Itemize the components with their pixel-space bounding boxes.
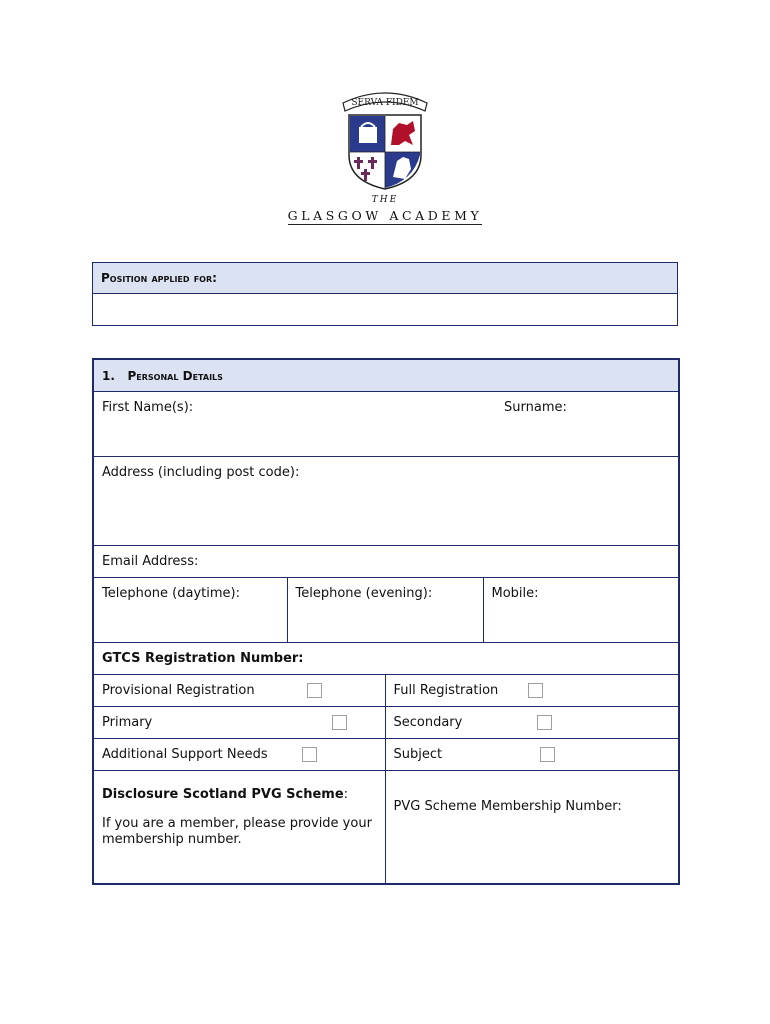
subject-checkbox[interactable]: [540, 747, 555, 762]
gtcs-field[interactable]: [93, 643, 679, 675]
address-field[interactable]: [93, 457, 679, 546]
secondary-label: Secondary: [393, 715, 463, 730]
position-field[interactable]: [93, 294, 678, 326]
full-registration-cell: [385, 675, 679, 707]
telephone-daytime-label: Telephone (daytime):: [102, 586, 240, 601]
email-label: Email Address:: [102, 554, 199, 569]
asn-cell: [93, 739, 385, 771]
personal-details-table: [92, 358, 680, 885]
name-row[interactable]: [93, 392, 679, 457]
section-number: 1.: [102, 368, 115, 383]
gtcs-label: GTCS Registration Number:: [102, 651, 304, 666]
provisional-registration-label: Provisional Registration: [102, 683, 255, 698]
first-name-label: First Name(s):: [102, 400, 194, 415]
full-registration-checkbox[interactable]: [528, 683, 543, 698]
asn-label: Additional Support Needs: [102, 747, 268, 762]
school-name: GLASGOW ACADEMY: [287, 208, 483, 223]
mobile-field[interactable]: [483, 578, 679, 643]
logo-the: THE: [371, 195, 399, 205]
primary-cell: [93, 707, 385, 739]
school-logo: [285, 85, 485, 227]
surname-label: Surname:: [504, 400, 567, 415]
pvg-scheme-note: If you are a member, please provide your membership number.: [102, 816, 372, 847]
pvg-scheme-cell: [93, 771, 385, 885]
telephone-daytime-field[interactable]: [93, 578, 287, 643]
personal-details-header: [93, 359, 679, 392]
motto-text: SERVA FIDEM: [351, 98, 419, 108]
subject-label: Subject: [393, 747, 443, 762]
crest-icon: [335, 85, 435, 193]
provisional-registration-checkbox[interactable]: [307, 683, 322, 698]
primary-checkbox[interactable]: [332, 715, 347, 730]
mobile-label: Mobile:: [491, 586, 539, 601]
full-registration-label: Full Registration: [393, 683, 499, 698]
telephone-evening-field[interactable]: [287, 578, 483, 643]
address-label: Address (including post code):: [102, 465, 300, 480]
provisional-registration-cell: [93, 675, 385, 707]
pvg-scheme-colon: :: [343, 787, 349, 802]
secondary-checkbox[interactable]: [537, 715, 552, 730]
email-field[interactable]: [93, 546, 679, 578]
position-header: Position applied for:: [93, 263, 678, 294]
primary-label: Primary: [102, 715, 153, 730]
subject-cell: [385, 739, 679, 771]
pvg-number-field[interactable]: [385, 771, 679, 885]
pvg-scheme-title: Disclosure Scotland PVG Scheme: [102, 787, 344, 802]
telephone-evening-label: Telephone (evening):: [295, 586, 433, 601]
secondary-cell: [385, 707, 679, 739]
position-table: [92, 262, 678, 326]
pvg-number-label: PVG Scheme Membership Number:: [393, 799, 622, 814]
section-title: Personal Details: [127, 368, 223, 383]
asn-checkbox[interactable]: [302, 747, 317, 762]
